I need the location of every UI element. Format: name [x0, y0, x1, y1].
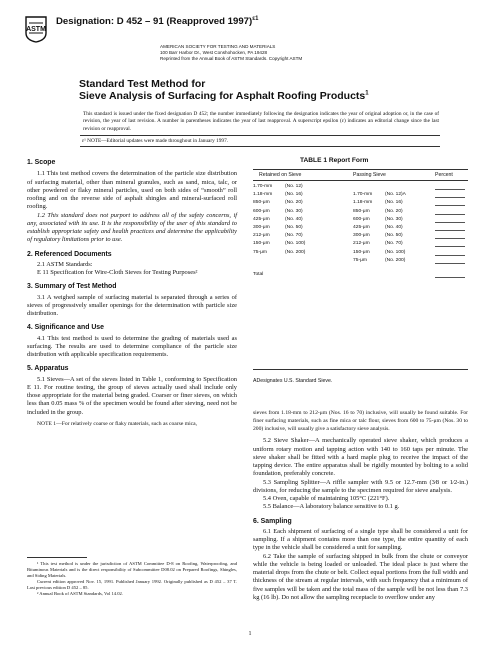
- table-cell: (No. 100): [285, 241, 306, 247]
- paragraph-6-2: 6.2 Take the sample of surfacing shipped in bulk from the chute or conveyor while the vehicle is being loaded or unloaded. The ideal place is just where the material drops from the chute or belt. Collect equal portions from the full width and thickness of the stream at regular intervals, with such frequency that a minimum of five samples will be taken and the total mass of the sample will be not less than 7.3 kg (16 lb). Do not allow the sampling receptacle to overflow under any: [253, 552, 468, 601]
- table-cell: 300-μm: [353, 233, 370, 239]
- paragraph-5-1: 5.1 Sieves—A set of the sieves listed in Table 1, conforming to Specification E 11. For routine testing, the group of sieves actually used shall include only those appropriate for the material being graded. Coarser or finer sieves, on which less than 0.05 mass % of the specimen would be found after sieving, need not be included in the group.: [27, 375, 237, 416]
- table-rule: [253, 180, 468, 181]
- footnote-1: ¹ This test method is under the jurisdiction of ASTM Committee D-8 on Roofing, Waterproofing, and Bituminous Materials and is the direct responsibility of Subcommittee D08.02 on Prepared Roofings, Shingles, and Siding Materials.: [27, 561, 237, 578]
- table-cell: 850-μm: [353, 208, 370, 214]
- table-cell: (No. 40): [285, 216, 303, 222]
- table-title: TABLE 1 Report Form: [300, 157, 369, 164]
- title-superscript: 1: [365, 90, 369, 97]
- standard-note: This standard is issued under the fixed designation D 452; the number immediately following the designation indicates the year of original adoption or, in the case of revision, the year of last revision. A number in parentheses indicates the year of last reapproval. A superscript epsilon (ε) indicates an editorial change since the last revision or reapproval.: [83, 111, 439, 132]
- footnote-1b: Current edition approved Nov. 15, 1991. Published January 1992. Originally published as D 452 – 37 T. Last previous edition D 452 – 85.: [27, 579, 237, 590]
- note-1: NOTE 1—For relatively coarse or flaky materials, such as coarse mica,: [37, 420, 197, 427]
- divider: [80, 135, 440, 136]
- table-cell: (No. 70): [285, 233, 303, 239]
- section-heading-sampling: 6. Sampling: [253, 517, 292, 525]
- paragraph-4-1: 4.1 This test method is used to determine the grading of materials used as surfacing. The results are used to determine compliance of the particle size distribution with applicable specification requirements.: [27, 334, 237, 358]
- table-cell: (No. 30): [285, 208, 303, 214]
- designation-superscript: ε1: [252, 16, 259, 22]
- table-header: Retained on Sieve: [259, 172, 302, 178]
- section-heading-summary: 3. Summary of Test Method: [27, 283, 117, 291]
- table-total-label: Total: [253, 272, 264, 277]
- title-text: Sieve Analysis of Surfacing for Asphalt Roofing Products: [79, 90, 366, 102]
- table-cell: 150-μm: [253, 241, 270, 247]
- table-rule: [253, 369, 468, 370]
- table-header: Percent: [435, 172, 453, 178]
- paragraph-e11: E 11 Specification for Wire-Cloth Sieves for Testing Purposes²: [37, 269, 198, 276]
- table-cell: (No. 200): [285, 249, 306, 255]
- table-cell: (No. 50): [385, 233, 403, 239]
- percent-blank: [435, 222, 465, 223]
- footnote-2: ² Annual Book of ASTM Standards, Vol 14.02.: [37, 591, 123, 596]
- paragraph-1-2: 1.2 This standard does not purport to address all of the safety concerns, if any, associated with its use. It is the responsibility of the user of this standard to establish appropriate safety and health practices and determine the applicability of regulatory limitations prior to use.: [27, 211, 237, 244]
- table-cell: (No. 200): [385, 257, 406, 263]
- table-cell: 75-μm: [253, 249, 267, 255]
- percent-blank: [435, 230, 465, 231]
- section-heading-scope: 1. Scope: [27, 159, 56, 166]
- page-number: 1: [248, 631, 252, 637]
- designation: [56, 16, 258, 27]
- table-cell: (No. 12)A: [385, 192, 406, 198]
- paragraph-1-1: 1.1 This test method covers the determination of the particle size distribution of surfacing material, other than mineral granules, such as sand, mica, talc, or other powdered or flaky mineral particles, used on both sides of “smooth” roll roofing and on the reverse side of asphalt shingles and mineral-surfaced roll roofing.: [27, 170, 237, 211]
- paragraph-2-1: 2.1 ASTM Standards:: [37, 260, 93, 268]
- table-cell: 850-μm: [253, 200, 270, 206]
- percent-blank: [435, 246, 465, 247]
- table-header: Passing Sieve: [353, 172, 386, 178]
- footnotes: [27, 561, 237, 597]
- title-line-1: Standard Test Method for: [79, 78, 206, 90]
- table-cell: (No. 20): [385, 208, 403, 214]
- footnote-rule: [27, 557, 87, 558]
- org-line: 100 Barr Harbor Dr., West Conshohocken, PA 19428: [160, 50, 268, 55]
- percent-blank: [435, 205, 465, 206]
- percent-blank: [435, 263, 465, 264]
- paragraph-3-1: 3.1 A weighed sample of surfacing material is separated through a series of sieves of progressively smaller openings for the determination with particle size distribution.: [27, 293, 237, 317]
- paragraph-5-5: 5.5 Balance—A laboratory balance sensitive to 0.1 g.: [263, 503, 400, 511]
- editorial-note: ε¹ NOTE—Editorial updates were made throughout in January 1997.: [82, 138, 229, 144]
- divider: [80, 146, 440, 147]
- org-line: Reprinted from the Annual Book of ASTM Standards. Copyright ASTM: [160, 56, 303, 61]
- org-block: [0, 44, 500, 62]
- table-cell: 212-μm: [353, 241, 370, 247]
- table-cell: (No. 70): [385, 241, 403, 247]
- left-column: [27, 159, 237, 428]
- table-cell: 212-μm: [253, 233, 270, 239]
- percent-blank: [435, 214, 465, 215]
- org-line: AMERICAN SOCIETY FOR TESTING AND MATERIALS: [160, 44, 276, 49]
- report-form-table: [253, 169, 468, 374]
- percent-blank: [435, 197, 465, 198]
- table-cell: 1.18-mm: [353, 200, 373, 206]
- table-cell: (No. 30): [385, 216, 403, 222]
- table-cell: 1.70-mm: [253, 184, 273, 189]
- paragraph-5-3: 5.3 Sampling Splitter—A riffle sampler with 9.5 or 12.7-mm (3⁄8 or 1⁄2-in.) divisions, for reducing the sample to the specimen required for sieve analysis.: [253, 478, 468, 494]
- table-cell: (No. 16): [285, 192, 303, 198]
- right-column: [253, 410, 468, 602]
- table-footnote: ADesignates U.S. Standard Sieve.: [253, 378, 333, 384]
- table-cell: 300-μm: [253, 225, 270, 230]
- section-heading-apparatus: 5. Apparatus: [27, 365, 69, 373]
- table-cell: 425-μm: [253, 216, 270, 222]
- table-rule: [253, 169, 468, 170]
- table-cell: 1.70-mm: [353, 192, 373, 198]
- table-cell: (No. 40): [385, 225, 403, 230]
- astm-logo: [23, 15, 49, 43]
- table-cell: 75-μm: [353, 257, 367, 263]
- table-cell: 600-μm: [253, 208, 270, 214]
- table-cell: (No. 50): [285, 225, 303, 230]
- table-cell: (No. 12): [285, 184, 303, 189]
- table-cell: 425-μm: [353, 225, 370, 230]
- table-cell: (No. 100): [385, 249, 406, 255]
- section-heading-significance: 4. Significance and Use: [27, 324, 104, 332]
- paragraph-6-1: 6.1 Each shipment of surfacing of a single type shall be considered a unit for sampling. If a shipment contains more than one type, the entire quantity of each type in the vehicle shall be considered a unit for sampling.: [253, 527, 468, 552]
- percent-blank: [435, 238, 465, 239]
- section-heading-references: 2. Referenced Documents: [27, 250, 112, 258]
- paragraph-5-2: 5.2 Sieve Shaker—A mechanically operated sieve shaker, which produces a uniform rotary motion and tapping action with 140 to 160 taps per minute. The sieve shaker shall be fitted with a hard maple plug to receive the impact of the tapping device. The entire apparatus shall be rigidly mounted by bolting to a solid foundation, preferably concrete.: [253, 437, 468, 478]
- table-cell: (No. 16): [385, 200, 403, 206]
- table-cell: 150-μm: [353, 249, 370, 255]
- paragraph-5-4: 5.4 Oven, capable of maintaining 105°C (221°F).: [263, 495, 390, 503]
- table-cell: (No. 20): [285, 200, 303, 206]
- designation-text: Designation: D 452 – 91 (Reapproved 1997): [56, 16, 253, 28]
- table-cell: 600-μm: [353, 216, 370, 222]
- note-1-continued: sieves from 1.18-mm to 212-μm (Nos. 16 to 70) inclusive, will usually be found suitable. For finer surfacing materials, such as fine mica or talc flour, sieves from 600 to 75-μm (Nos. 30 to 200) inclusive, will usually give a satisfactory sieve analysis.: [253, 410, 468, 432]
- table-cell: 1.18-mm: [253, 192, 273, 198]
- percent-blank: [435, 189, 465, 190]
- title-line-2: [79, 90, 369, 102]
- svg-text:ASTM: ASTM: [26, 26, 46, 33]
- percent-blank: [435, 255, 465, 256]
- percent-blank: [435, 277, 465, 278]
